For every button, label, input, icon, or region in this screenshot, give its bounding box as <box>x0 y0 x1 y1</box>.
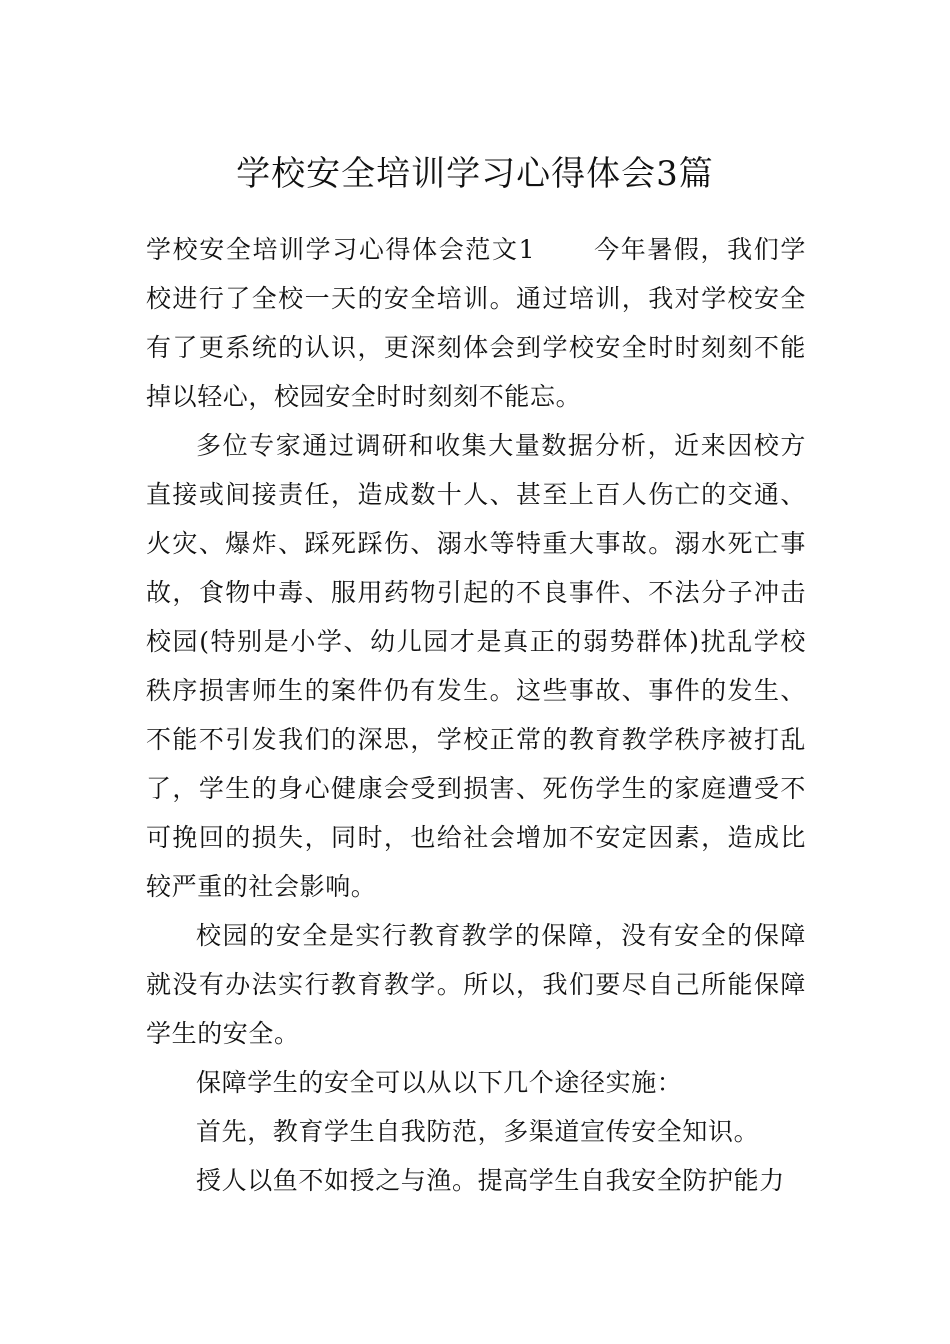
document-body <box>146 225 806 1205</box>
paragraph-1 <box>146 225 806 421</box>
first-heading: 学校安全培训学习心得体会范文1 <box>146 235 536 264</box>
document-title: 学校安全培训学习心得体会3篇 <box>236 153 714 194</box>
paragraph-3: 校园的安全是实行教育教学的保障，没有安全的保障就没有办法实行教育教学。所以，我们要尽自己所能保障学生的安全。 <box>146 921 806 1048</box>
paragraph-5: 首先，教育学生自我防范，多渠道宣传安全知识。 <box>196 1117 760 1146</box>
paragraph-6: 授人以鱼不如授之与渔。提高学生自我安全防护能力 <box>196 1166 785 1195</box>
paragraph-2: 多位专家通过调研和收集大量数据分析，近来因校方直接或间接责任，造成数十人、甚至上百人伤亡的交通、火灾、爆炸、踩死踩伤、溺水等特重大事故。溺水死亡事故，食物中毒、服用药物引起的不良事件、不法分子冲击校园(特别是小学、幼儿园才是真正的弱势群体)扰乱学校秩序损害师生的案件仍有发生。这些事故、事件的发生、不能不引发我们的深思，学校正常的教育教学秩序被打乱了，学生的身心健康会受到损害、死伤学生的家庭遭受不可挽回的损失，同时，也给社会增加不安定因素，造成比较严重的社会影响。 <box>146 431 806 901</box>
paragraph-4: 保障学生的安全可以从以下几个途径实施： <box>196 1068 683 1097</box>
paragraph-1-text: 今年暑假，我们学校进行了全校一天的安全培训。通过培训，我对学校安全有了更系统的认识，更深刻体会到学校安全时时刻刻不能掉以轻心，校园安全时时刻刻不能忘。 <box>146 235 806 411</box>
